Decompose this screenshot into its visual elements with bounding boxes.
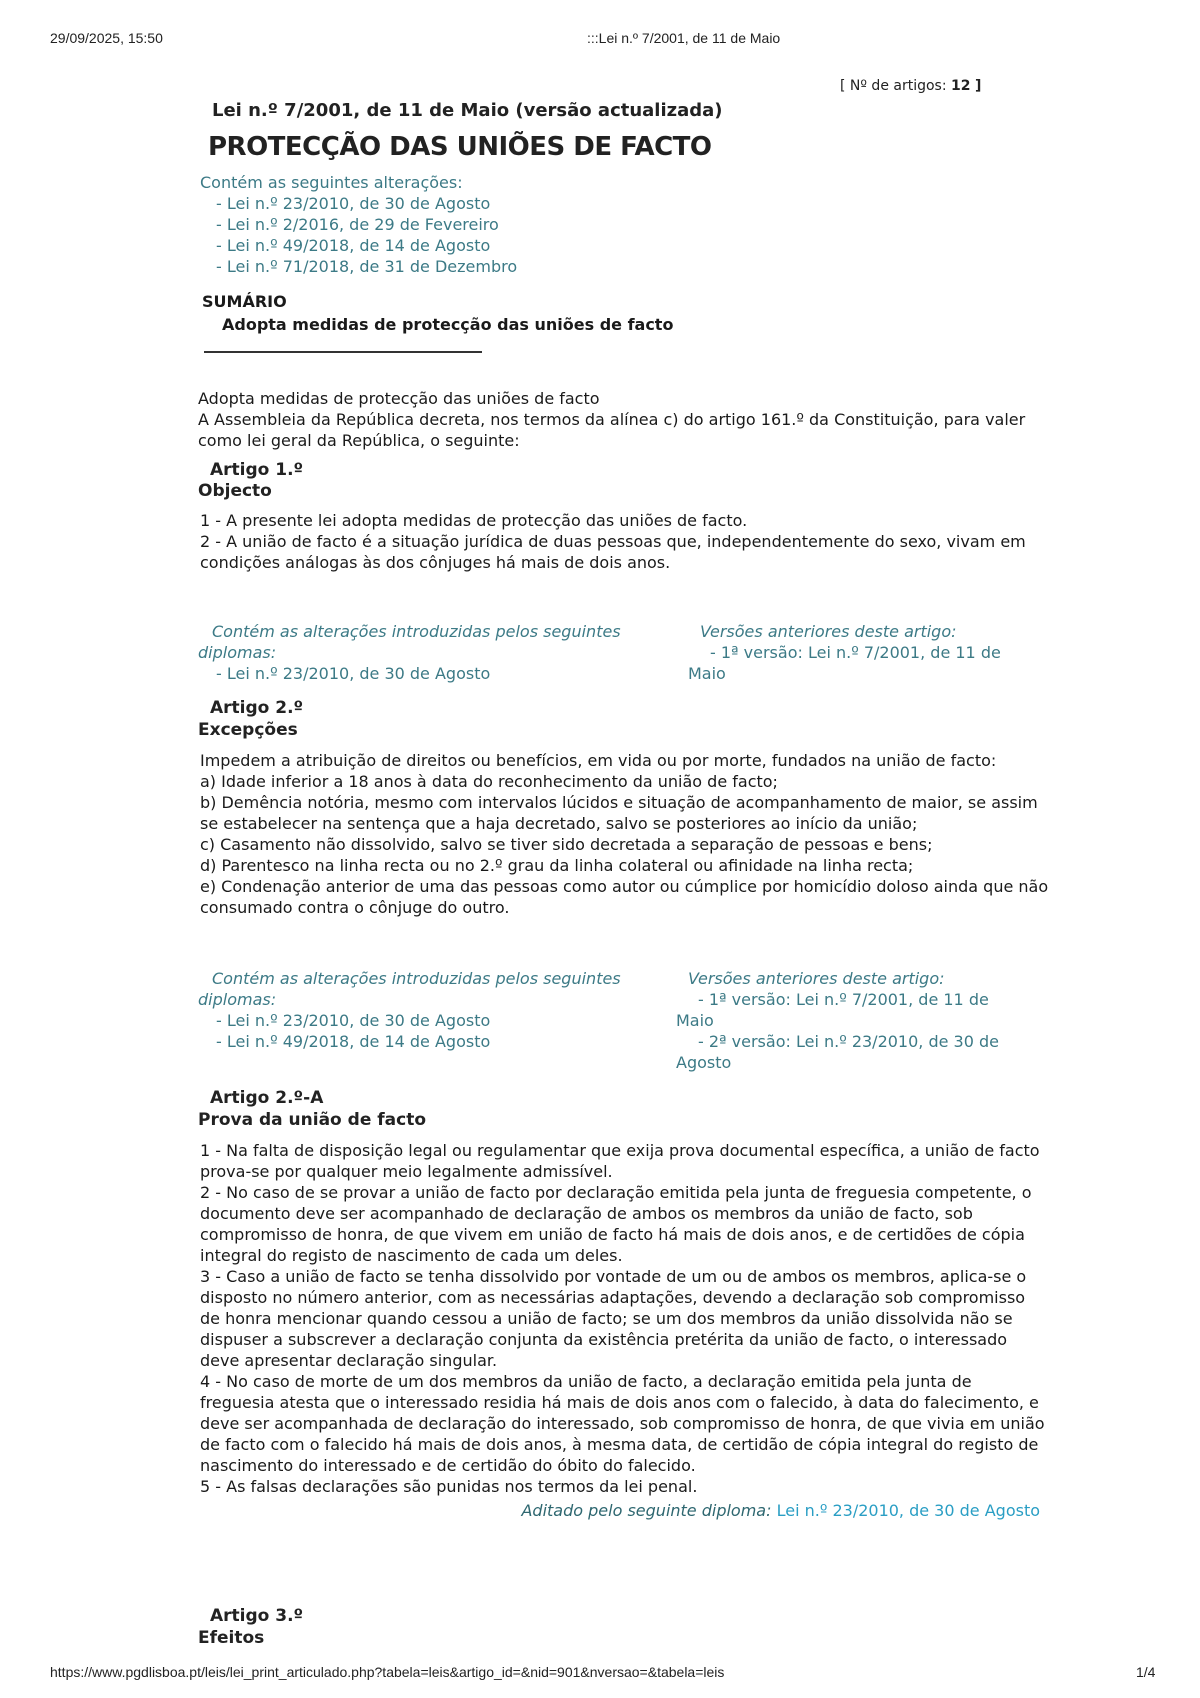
preamble-line: A Assembleia da República decreta, nos termos da alínea c) do artigo 161.º da Constituição, para valer como lei geral da República, o seguinte: <box>198 410 1026 450</box>
article-paragraph: e) Condenação anterior de uma das pessoas como autor ou cúmplice por homicídio doloso ainda que não consumado contra o cônjuge do outro. <box>200 877 1049 917</box>
article-count-close: ] <box>974 78 982 94</box>
article-paragraph: 2 - No caso de se provar a união de facto por declaração emitida pela junta de freguesia competente, o documento deve ser acompanhado de declaração de ambos os membros da união de facto, sob compromisso de honra, de que vivem em união de facto há mais de dois anos, e de certidões de cópia integral do registo de nascimento de cada um deles. <box>200 1183 1032 1265</box>
added-by-label: Aditado pelo seguinte diploma: <box>521 1501 772 1520</box>
article-paragraph: 5 - As falsas declarações são punidas nos termos da lei penal. <box>200 1477 698 1496</box>
amendments-intro: Contém as seguintes alterações: <box>200 173 463 192</box>
article-body <box>200 510 1050 573</box>
print-page-number: 1/4 <box>1136 1664 1156 1680</box>
print-datetime: 29/09/2025, 15:50 <box>50 30 163 46</box>
article-count-label: [ Nº de artigos: <box>840 78 947 94</box>
article-title: Excepções <box>198 720 298 740</box>
article-body <box>200 750 1050 918</box>
change-link[interactable]: - Lei n.º 49/2018, de 14 de Agosto <box>216 1032 491 1051</box>
amendment-link[interactable]: - Lei n.º 71/2018, de 31 de Dezembro <box>216 257 518 276</box>
amendment-link[interactable]: - Lei n.º 23/2010, de 30 de Agosto <box>216 194 491 213</box>
version-link[interactable]: - 2ª versão: Lei n.º 23/2010, de 30 de Agosto <box>676 1032 999 1072</box>
article-paragraph: 1 - A presente lei adopta medidas de protecção das uniões de facto. <box>200 511 748 530</box>
article-title: Prova da união de facto <box>198 1110 427 1130</box>
amendment-link[interactable]: - Lei n.º 2/2016, de 29 de Fevereiro <box>216 215 499 234</box>
change-link[interactable]: - Lei n.º 23/2010, de 30 de Agosto <box>216 664 491 683</box>
article-title: Objecto <box>198 481 272 501</box>
change-link[interactable]: - Lei n.º 23/2010, de 30 de Agosto <box>216 1011 491 1030</box>
added-by <box>521 1500 1040 1521</box>
version-link[interactable]: - 1ª versão: Lei n.º 7/2001, de 11 de Maio <box>688 643 1001 683</box>
amendment-link[interactable]: - Lei n.º 49/2018, de 14 de Agosto <box>216 236 491 255</box>
article-paragraph: Impedem a atribuição de direitos ou benefícios, em vida ou por morte, fundados na união de facto: <box>200 751 997 770</box>
preamble-line: Adopta medidas de protecção das uniões de facto <box>198 389 600 408</box>
versions-label: Versões anteriores deste artigo: <box>688 969 945 988</box>
versions-label: Versões anteriores deste artigo: <box>700 622 957 641</box>
print-page-title: :::Lei n.º 7/2001, de 11 de Maio <box>587 30 781 46</box>
changes-label: Contém as alterações introduzidas pelos seguintes diplomas: <box>198 622 621 662</box>
article-number: Artigo 3.º <box>210 1606 304 1626</box>
law-title: Lei n.º 7/2001, de 11 de Maio (versão actualizada) <box>212 100 723 121</box>
article-paragraph: 4 - No caso de morte de um dos membros da união de facto, a declaração emitida pela junta de freguesia atesta que o interessado residia há mais de dois anos com o falecido, à data do falecimento, e deve ser acompanhada de declaração do interessado, sob compromisso de honra, de que vivia em união de facto com o falecido há mais de dois anos, à mesma data, de certidão de cópia integral do registo de nascimento do interessado e de certidão do óbito do falecido. <box>200 1372 1045 1475</box>
article-number: Artigo 1.º <box>210 460 304 480</box>
article-number: Artigo 2.º-A <box>210 1088 324 1108</box>
article-paragraph: 1 - Na falta de disposição legal ou regulamentar que exija prova documental específica, a união de facto prova-se por qualquer meio legalmente admissível. <box>200 1141 1040 1181</box>
article-body <box>200 1140 1050 1497</box>
summary-text: Adopta medidas de protecção das uniões de facto <box>222 315 674 334</box>
changes-label: Contém as alterações introduzidas pelos seguintes diplomas: <box>198 969 621 1009</box>
preamble <box>198 388 1048 451</box>
article-paragraph: d) Parentesco na linha recta ou no 2.º grau da linha colateral ou afinidade na linha recta; <box>200 856 914 875</box>
article-paragraph: c) Casamento não dissolvido, salvo se tiver sido decretada a separação de pessoas e bens; <box>200 835 933 854</box>
summary-label: SUMÁRIO <box>202 292 287 311</box>
print-footer-url: https://www.pgdlisboa.pt/leis/lei_print_articulado.php?tabela=leis&artigo_id=&nid=901&nversao=&tabela=leis <box>50 1664 725 1680</box>
article-paragraph: 3 - Caso a união de facto se tenha dissolvido por vontade de um ou de ambos os membros, aplica-se o disposto no número anterior, com as necessárias adaptações, devendo a declaração sob compromisso de honra mencionar quando cessou a união de facto; se um dos membros da união dissolvida não se dispuser a subscrever a declaração conjunta da existência pretérita da união de facto, o interessado deve apresentar declaração singular. <box>200 1267 1027 1370</box>
article-count <box>840 78 981 94</box>
article-paragraph: b) Demência notória, mesmo com intervalos lúcidos e situação de acompanhamento de maior, se assim se estabelecer na sentença que a haja decretado, salvo se posteriores ao início da união; <box>200 793 1038 833</box>
version-link[interactable]: - 1ª versão: Lei n.º 7/2001, de 11 de Maio <box>676 990 989 1030</box>
article-paragraph: 2 - A união de facto é a situação jurídica de duas pessoas que, independentemente do sexo, vivam em condições análogas às dos cônjuges há mais de dois anos. <box>200 532 1026 572</box>
article-count-value: 12 <box>951 78 971 94</box>
article-paragraph: a) Idade inferior a 18 anos à data do reconhecimento da união de facto; <box>200 772 778 791</box>
article-number: Artigo 2.º <box>210 698 304 718</box>
article-title: Efeitos <box>198 1628 265 1648</box>
added-by-link[interactable]: Lei n.º 23/2010, de 30 de Agosto <box>776 1501 1040 1520</box>
divider <box>204 351 482 353</box>
law-heading: PROTECÇÃO DAS UNIÕES DE FACTO <box>208 132 712 162</box>
